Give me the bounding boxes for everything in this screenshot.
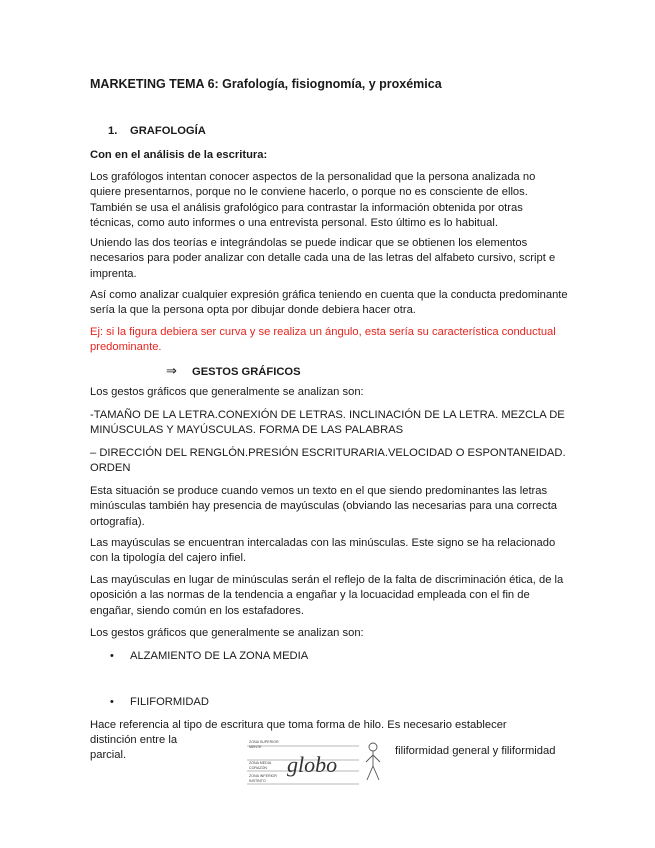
- paragraph: Los grafólogos intentan conocer aspectos de la personalidad que la persona analizada no quiere presentarnos, porque no le conviene hacerlo, o porque no es consciente de ellos. También se usa el análisis grafológico para contrastar la información obtenida por otras técnicas, como auto informes o una entrevista personal. Esto último es lo habitual.: [90, 171, 536, 229]
- paragraph: Las mayúsculas en lugar de minúsculas serán el reflejo de la falta de discriminación ética, de la oposición a las normas de la tendencia a engañar y la locuacidad empleada con el fin de engañar, siendo común en los estafadores.: [90, 574, 564, 617]
- handwriting-zones-svg: [247, 738, 387, 786]
- section-number: 1.: [108, 125, 118, 137]
- section-title: GESTOS GRÁFICOS: [192, 366, 301, 378]
- bullet-item: [110, 649, 308, 664]
- paragraph: Los gestos gráficos que generalmente se analizan son:: [90, 627, 364, 639]
- bullet-icon: •: [110, 696, 114, 708]
- paragraph-left: distinción entre la: [90, 734, 178, 746]
- paragraph-end: parcial.: [90, 749, 127, 761]
- zone-label: INSTINTO: [249, 779, 266, 783]
- zone-label: ZONA SUPERIOR: [249, 740, 279, 744]
- handwriting-zones-figure: [247, 738, 387, 786]
- zone-label: CORAZÓN: [249, 766, 267, 770]
- paragraph: Así como analizar cualquier expresión gráfica teniendo en cuenta que la conducta predominante sería la que la persona opta por dibujar donde debiera hacer otra.: [90, 289, 568, 317]
- handwritten-word: globo: [287, 752, 338, 777]
- bullet-icon: •: [110, 650, 114, 662]
- paragraph: Uniendo las dos teorías e integrándolas se puede indicar que se obtienen los elementos necesarios para poder analizar con detalle cada una de las letras del alfabeto cursivo, script e imprenta.: [90, 237, 556, 280]
- paragraph: Los gestos gráficos que generalmente se analizan son:: [90, 386, 364, 398]
- section-heading-gestos: [166, 363, 644, 380]
- bullet-label: ALZAMIENTO DE LA ZONA MEDIA: [130, 650, 309, 662]
- paragraph: Las mayúsculas se encuentran intercaladas con las minúsculas. Este signo se ha relacionado con la tipología del cajero infiel.: [90, 537, 556, 565]
- gestos-list: -TAMAÑO DE LA LETRA.CONEXIÓN DE LETRAS. INCLINACIÓN DE LA LETRA. MEZCLA DE MINÚSCULAS Y MAYÚSCULAS. FORMA DE LAS PALABRAS: [90, 409, 565, 437]
- paragraph: Esta situación se produce cuando vemos un texto en el que siendo predominantes las letras minúsculas también hay presencia de mayúsculas (obviando las necesarias para una correcta ortografía).: [90, 485, 558, 528]
- section-title: GRAFOLOGÍA: [130, 125, 206, 137]
- gestos-list: – DIRECCIÓN DEL RENGLÓN.PRESIÓN ESCRITURARIA.VELOCIDAD O ESPONTANEIDAD. ORDEN: [90, 447, 566, 475]
- zone-label: ZONA INFERIOR: [249, 774, 277, 778]
- subheading-analisis: Con en el análisis de la escritura:: [90, 149, 268, 161]
- zone-label: ZONA MEDIA: [249, 761, 272, 765]
- example-paragraph: Ej: si la figura debiera ser curva y se realiza un ángulo, esta sería su característica conductual predominante.: [90, 326, 556, 354]
- section-heading-grafologia: [108, 124, 586, 139]
- document-title: MARKETING TEMA 6: Grafología, fisiognomía, y proxémica: [90, 77, 442, 91]
- bullet-item: [110, 695, 209, 710]
- stick-figure-icon: [366, 743, 380, 780]
- paragraph: Hace referencia al tipo de escritura que toma forma de hilo. Es necesario establecer: [90, 719, 507, 731]
- zone-label: MENTE: [249, 745, 262, 749]
- paragraph-right: filiformidad general y filiformidad: [395, 745, 556, 758]
- double-arrow-icon: ⇒: [166, 363, 177, 378]
- bullet-label: FILIFORMIDAD: [130, 696, 209, 708]
